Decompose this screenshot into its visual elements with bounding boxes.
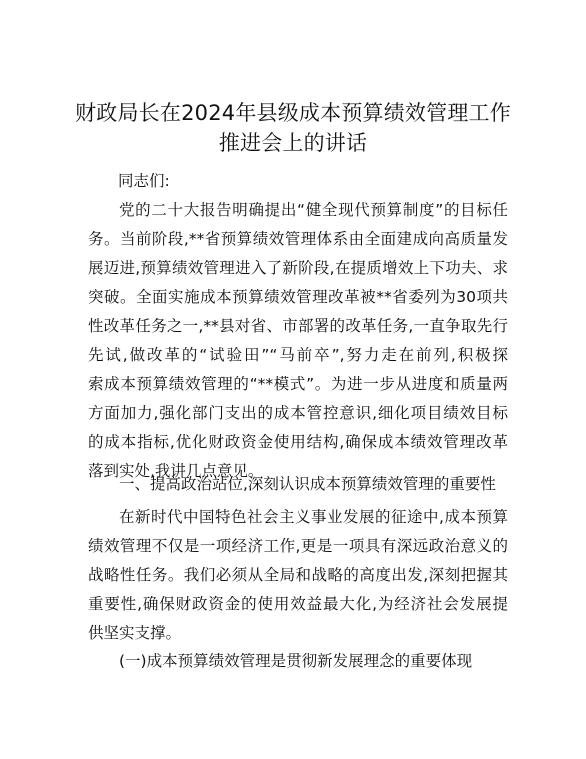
- paragraph-line: 战略性任务。我们必须从全局和战略的高度出发,深刻把握其: [88, 566, 508, 584]
- paragraph-line: 展迈进,预算绩效管理进入了新阶段,在提质增效上下功夫、求: [88, 259, 508, 277]
- paragraph-line: 性改革任务之一,**县对省、市部署的改革任务,一直争取先行: [88, 317, 508, 335]
- title-line: 推进会上的讲话: [218, 131, 368, 155]
- paragraph-line: 索成本预算绩效管理的“**模式”。为进一步从进度和质量两: [88, 375, 508, 393]
- paragraph-line: 突破。全面实施成本预算绩效管理改革被**省委列为30项共: [88, 288, 508, 306]
- document-title: [60, 98, 526, 158]
- paragraph-line: 党的二十大报告明确提出“健全现代预算制度”的目标任: [119, 201, 508, 219]
- paragraph-line: 的成本指标,优化财政资金使用结构,确保成本绩效管理改革: [88, 433, 508, 451]
- title-line: 财政局长在2024年县级成本预算绩效管理工作: [75, 101, 511, 125]
- paragraph-line: 绩效管理不仅是一项经济工作,更是一项具有深远政治意义的: [88, 537, 508, 555]
- paragraph-line: 重要性,确保财政资金的使用效益最大化,为经济社会发展提: [88, 595, 508, 613]
- section1-paragraph: [88, 503, 508, 648]
- greeting: 同志们:: [118, 172, 170, 190]
- subsection-heading: (一)成本预算绩效管理是贯彻新发展理念的重要体现: [119, 652, 473, 670]
- paragraph-line: 方面加力,强化部门支出的成本管控意识,细化项目绩效目标: [88, 404, 508, 422]
- paragraph-line: 落到实处,我讲几点意见。: [88, 462, 264, 480]
- paragraph-line: 在新时代中国特色社会主义事业发展的征途中,成本预算: [119, 508, 508, 526]
- paragraph-line: 务。当前阶段,**省预算绩效管理体系由全面建成向高质量发: [88, 230, 508, 248]
- paragraph-line: 供坚实支撑。: [88, 624, 182, 642]
- section-heading: 一、提高政治站位,深刻认识成本预算绩效管理的重要性: [119, 475, 496, 493]
- paragraph-line: 先试,做改革的“试验田”“马前卒”,努力走在前列,积极探: [88, 346, 508, 364]
- intro-paragraph: [88, 196, 508, 486]
